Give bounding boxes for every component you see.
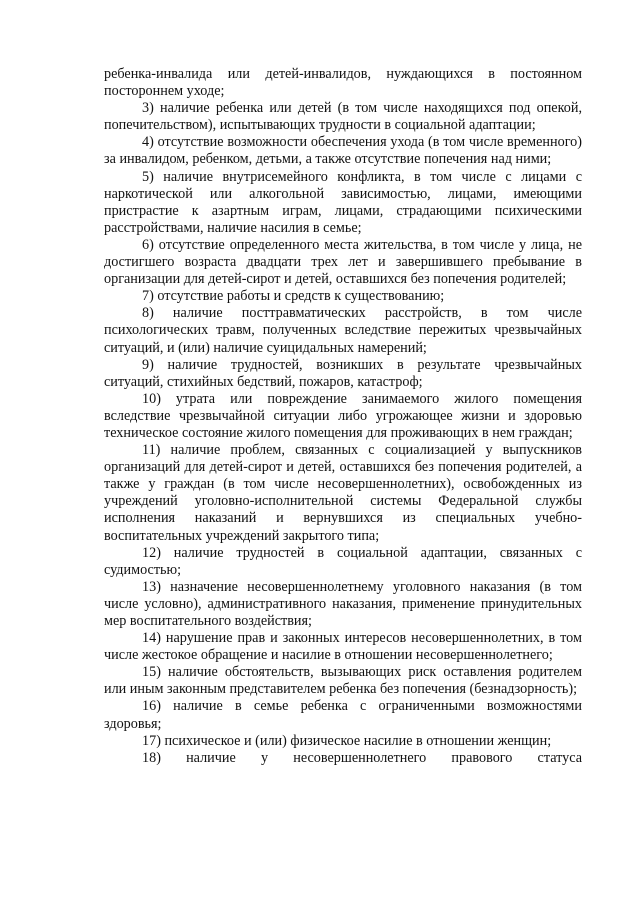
paragraph-item-10: 10) утрата или повреждение занимаемого жилого помещения вследствие чрезвычайной ситуации либо угрожающее жизни и здоровью техническое состояние жилого помещения для проживающих в нем граждан; — [104, 390, 582, 441]
paragraph-item-17: 17) психическое и (или) физическое насилие в отношении женщин; — [142, 732, 552, 749]
paragraph-item-6: 6) отсутствие определенного места жительства, в том числе у лица, не достигшего возраста двадцати трех лет и завершившего пребывание в организации для детей-сирот и детей, оставшихся без попечения родителей; — [104, 236, 582, 288]
paragraph-item-13: 13) назначение несовершеннолетнему уголовного наказания (в том числе условно), административного наказания, применение принудительных мер воспитательного воздействия; — [104, 578, 582, 629]
paragraph-item-9: 9) наличие трудностей, возникших в результате чрезвычайных ситуаций, стихийных бедствий, пожаров, катастроф; — [104, 356, 582, 390]
paragraph-item-18: 18) наличие у несовершеннолетнего правового статуса — [142, 749, 582, 766]
document-page — [104, 66, 582, 767]
paragraph-item-3: 3) наличие ребенка или детей (в том числе находящихся под опекой, попечительством), испытывающих трудности в социальной адаптации; — [104, 100, 582, 134]
paragraph-item-12: 12) наличие трудностей в социальной адаптации, связанных с судимостью; — [104, 544, 582, 578]
paragraph-item-7: 7) отсутствие работы и средств к существованию; — [142, 288, 445, 305]
paragraph-item-15: 15) наличие обстоятельств, вызывающих риск оставления родителем или иным законным представителем ребенка без попечения (безнадзорность); — [104, 664, 582, 698]
paragraph-item-5: 5) наличие внутрисемейного конфликта, в том числе с лицами с наркотической или алкогольной зависимостью, лицами, имеющими пристрастие к азартным играм, лицами, страдающими психическими расстройствами, наличие насилия в семье; — [104, 168, 582, 236]
paragraph-item-16: 16) наличие в семье ребенка с ограниченными возможностями здоровья; — [104, 698, 582, 732]
paragraph-item-14: 14) нарушение прав и законных интересов несовершеннолетних, в том числе жестокое обращение и насилие в отношении несовершеннолетнего; — [104, 630, 582, 664]
paragraph-item-8: 8) наличие посттравматических расстройств, в том числе психологических травм, полученных вследствие пережитых чрезвычайных ситуаций, и (или) наличие суицидальных намерений; — [104, 305, 582, 356]
paragraph-item-4: 4) отсутствие возможности обеспечения ухода (в том числе временного) за инвалидом, ребенком, детьми, а также отсутствие попечения над ними; — [104, 134, 582, 168]
paragraph-item-11: 11) наличие проблем, связанных с социализацией у выпускников организаций для детей-сирот и детей, оставшихся без попечения родителей, а также у граждан (в том числе несовершеннолетних), освобожденных из учреждений уголовно-исполнительной системы Федеральной службы исполнения наказаний и вернувшихся из специальных учебно-воспитательных учреждений закрытого типа; — [104, 442, 582, 544]
paragraph-continuation: ребенка-инвалида или детей-инвалидов, нуждающихся в постоянном постороннем уходе; — [104, 66, 582, 100]
